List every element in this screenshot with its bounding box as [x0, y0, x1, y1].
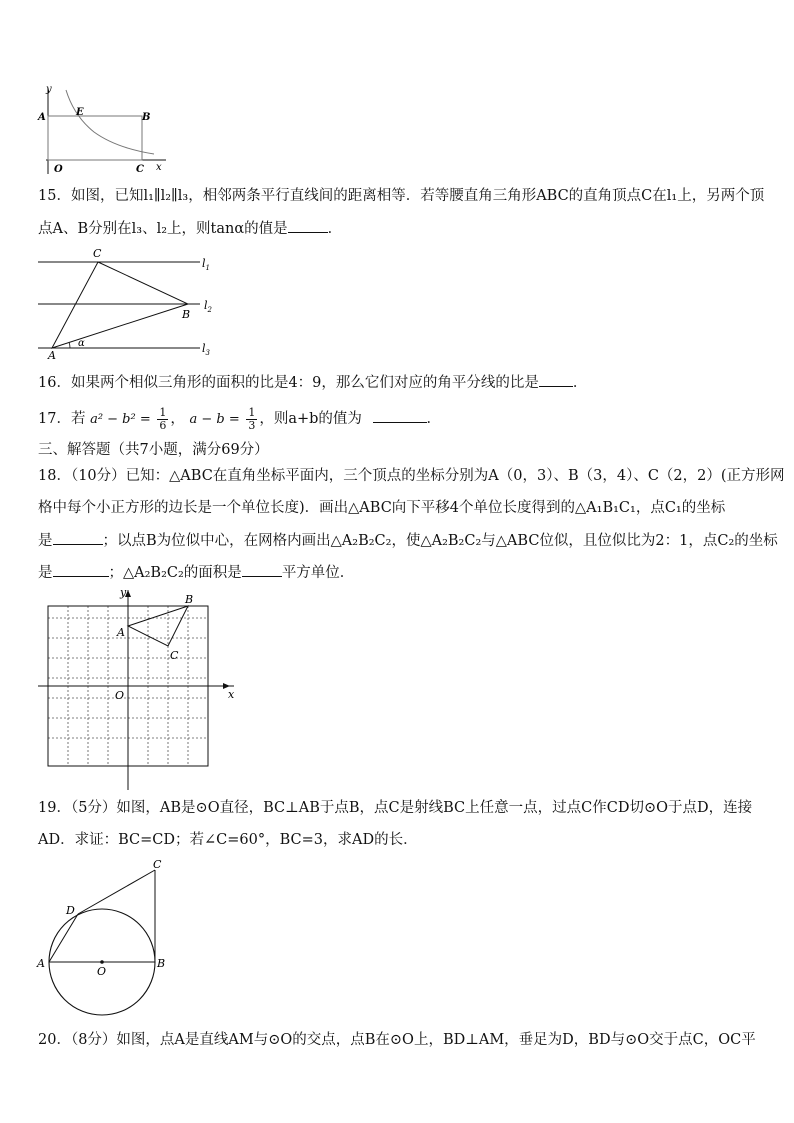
answer-blank	[288, 218, 328, 233]
rectangle-oabc	[48, 116, 142, 160]
label-a: A	[48, 349, 56, 362]
figure-q15	[36, 246, 226, 362]
label-o: O	[115, 689, 125, 702]
q17-end: ．	[426, 411, 442, 427]
q18-line3-rest: ；以点B为位似中心，在网格内画出△A₂B₂C₂，使△A₂B₂C₂与△ABC位似，且位似比为2：1，点C₂的坐标	[102, 533, 778, 549]
label-b: B	[142, 112, 151, 123]
label-alpha: α	[78, 338, 85, 349]
q17-line	[38, 402, 441, 436]
fraction-1-3	[246, 407, 257, 432]
q18-line1: 18．（10分）已知：△ABC在直角坐标平面内，三个顶点的坐标分别为A（0，3）、B（3，4）、C（2，2）(正方形网	[38, 468, 785, 484]
label-b: B	[157, 957, 166, 970]
answer-blank	[242, 562, 282, 577]
figure-q18-grid	[34, 584, 244, 794]
q17-expr2: a − b =	[189, 412, 240, 427]
q17-expr1: a² − b² =	[90, 412, 151, 427]
label-l1: $l_1$	[202, 257, 210, 272]
answer-blank	[539, 372, 573, 387]
label-o: O	[54, 164, 63, 175]
fraction-numerator: 1	[159, 405, 167, 419]
label-a: A	[117, 626, 125, 639]
tangent-cd	[78, 870, 155, 914]
q18-line4-mid: ；△A₂B₂C₂的面积是	[108, 565, 242, 581]
q18-line2: 格中每个小正方形的边长是一个单位长度)．画出△ABC向下平移4个单位长度得到的△A₁B₁C₁，点C₁的坐标	[38, 500, 726, 516]
q19-line2: AD．求证：BC=CD；若∠C=60°，BC=3，求AD的长．	[38, 832, 418, 848]
q18-line4	[38, 562, 354, 583]
label-a: A	[38, 112, 46, 123]
q16-line	[38, 372, 587, 393]
q18-line3	[38, 530, 778, 551]
label-y: y	[120, 586, 127, 599]
q16-text: 16．如果两个相似三角形的面积的比是4：9，那么它们对应的角平分线的比是	[38, 375, 539, 391]
section-heading: 三、解答题（共7小题，满分69分）	[38, 442, 269, 458]
q16-end: ．	[572, 375, 588, 391]
triangle-abc	[128, 606, 188, 646]
label-y: y	[46, 84, 52, 95]
label-x: x	[156, 162, 162, 173]
label-l2: $l_2$	[204, 299, 212, 314]
label-c: C	[136, 164, 144, 175]
label-o: O	[97, 965, 107, 978]
hyperbola-curve	[66, 90, 154, 154]
q18-line4-start: 是	[38, 565, 53, 581]
fraction-denominator: 3	[248, 418, 256, 432]
fraction-numerator: 1	[248, 405, 256, 419]
answer-blank	[53, 562, 109, 577]
label-b: B	[182, 308, 191, 321]
q15-end: ．	[327, 221, 343, 237]
q15-line2-text: 点A、B分别在l₃、l₂上，则tanα的值是	[38, 221, 288, 237]
label-l3: $l_3$	[202, 342, 210, 357]
q20-line1: 20．（8分）如图，点A是直线AM与⊙O的交点，点B在⊙O上，BD⊥AM，垂足为D，BD与⊙O交于点C，OC平	[38, 1032, 756, 1048]
label-c: C	[153, 858, 162, 871]
label-d: D	[66, 904, 75, 917]
q17-prefix: 17．若	[38, 411, 86, 427]
fraction-denominator: 6	[159, 418, 167, 432]
figure-q14	[36, 80, 176, 176]
q18-line3-start: 是	[38, 533, 53, 549]
triangle-abc	[52, 262, 191, 348]
label-a: A	[37, 957, 45, 970]
q19-line1: 19．（5分）如图，AB是⊙O直径，BC⊥AB于点B，点C是射线BC上任意一点，过点C作CD切⊙O于点D，连接	[38, 800, 753, 816]
fraction-1-6	[157, 407, 168, 432]
center-point	[100, 960, 104, 964]
label-c: C	[93, 247, 102, 260]
figure-q19	[34, 854, 174, 1020]
label-e: E	[76, 107, 84, 118]
label-b: B	[185, 593, 194, 606]
angle-alpha-arc	[69, 342, 70, 348]
q17-sep: ，	[170, 411, 185, 427]
q15-line1: 15．如图，已知l₁∥l₂∥l₃，相邻两条平行直线间的距离相等．若等腰直角三角形ABC的直角顶点C在l₁上，另两个顶	[38, 188, 765, 204]
answer-blank	[373, 408, 427, 423]
q15-line2	[38, 218, 342, 239]
q17-mid: ，则a+b的值为	[259, 411, 362, 427]
q18-line4-end: 平方单位．	[281, 565, 355, 581]
label-c: C	[170, 649, 179, 662]
label-x: x	[228, 688, 235, 701]
segment-ad	[49, 914, 78, 962]
answer-blank	[53, 530, 103, 545]
